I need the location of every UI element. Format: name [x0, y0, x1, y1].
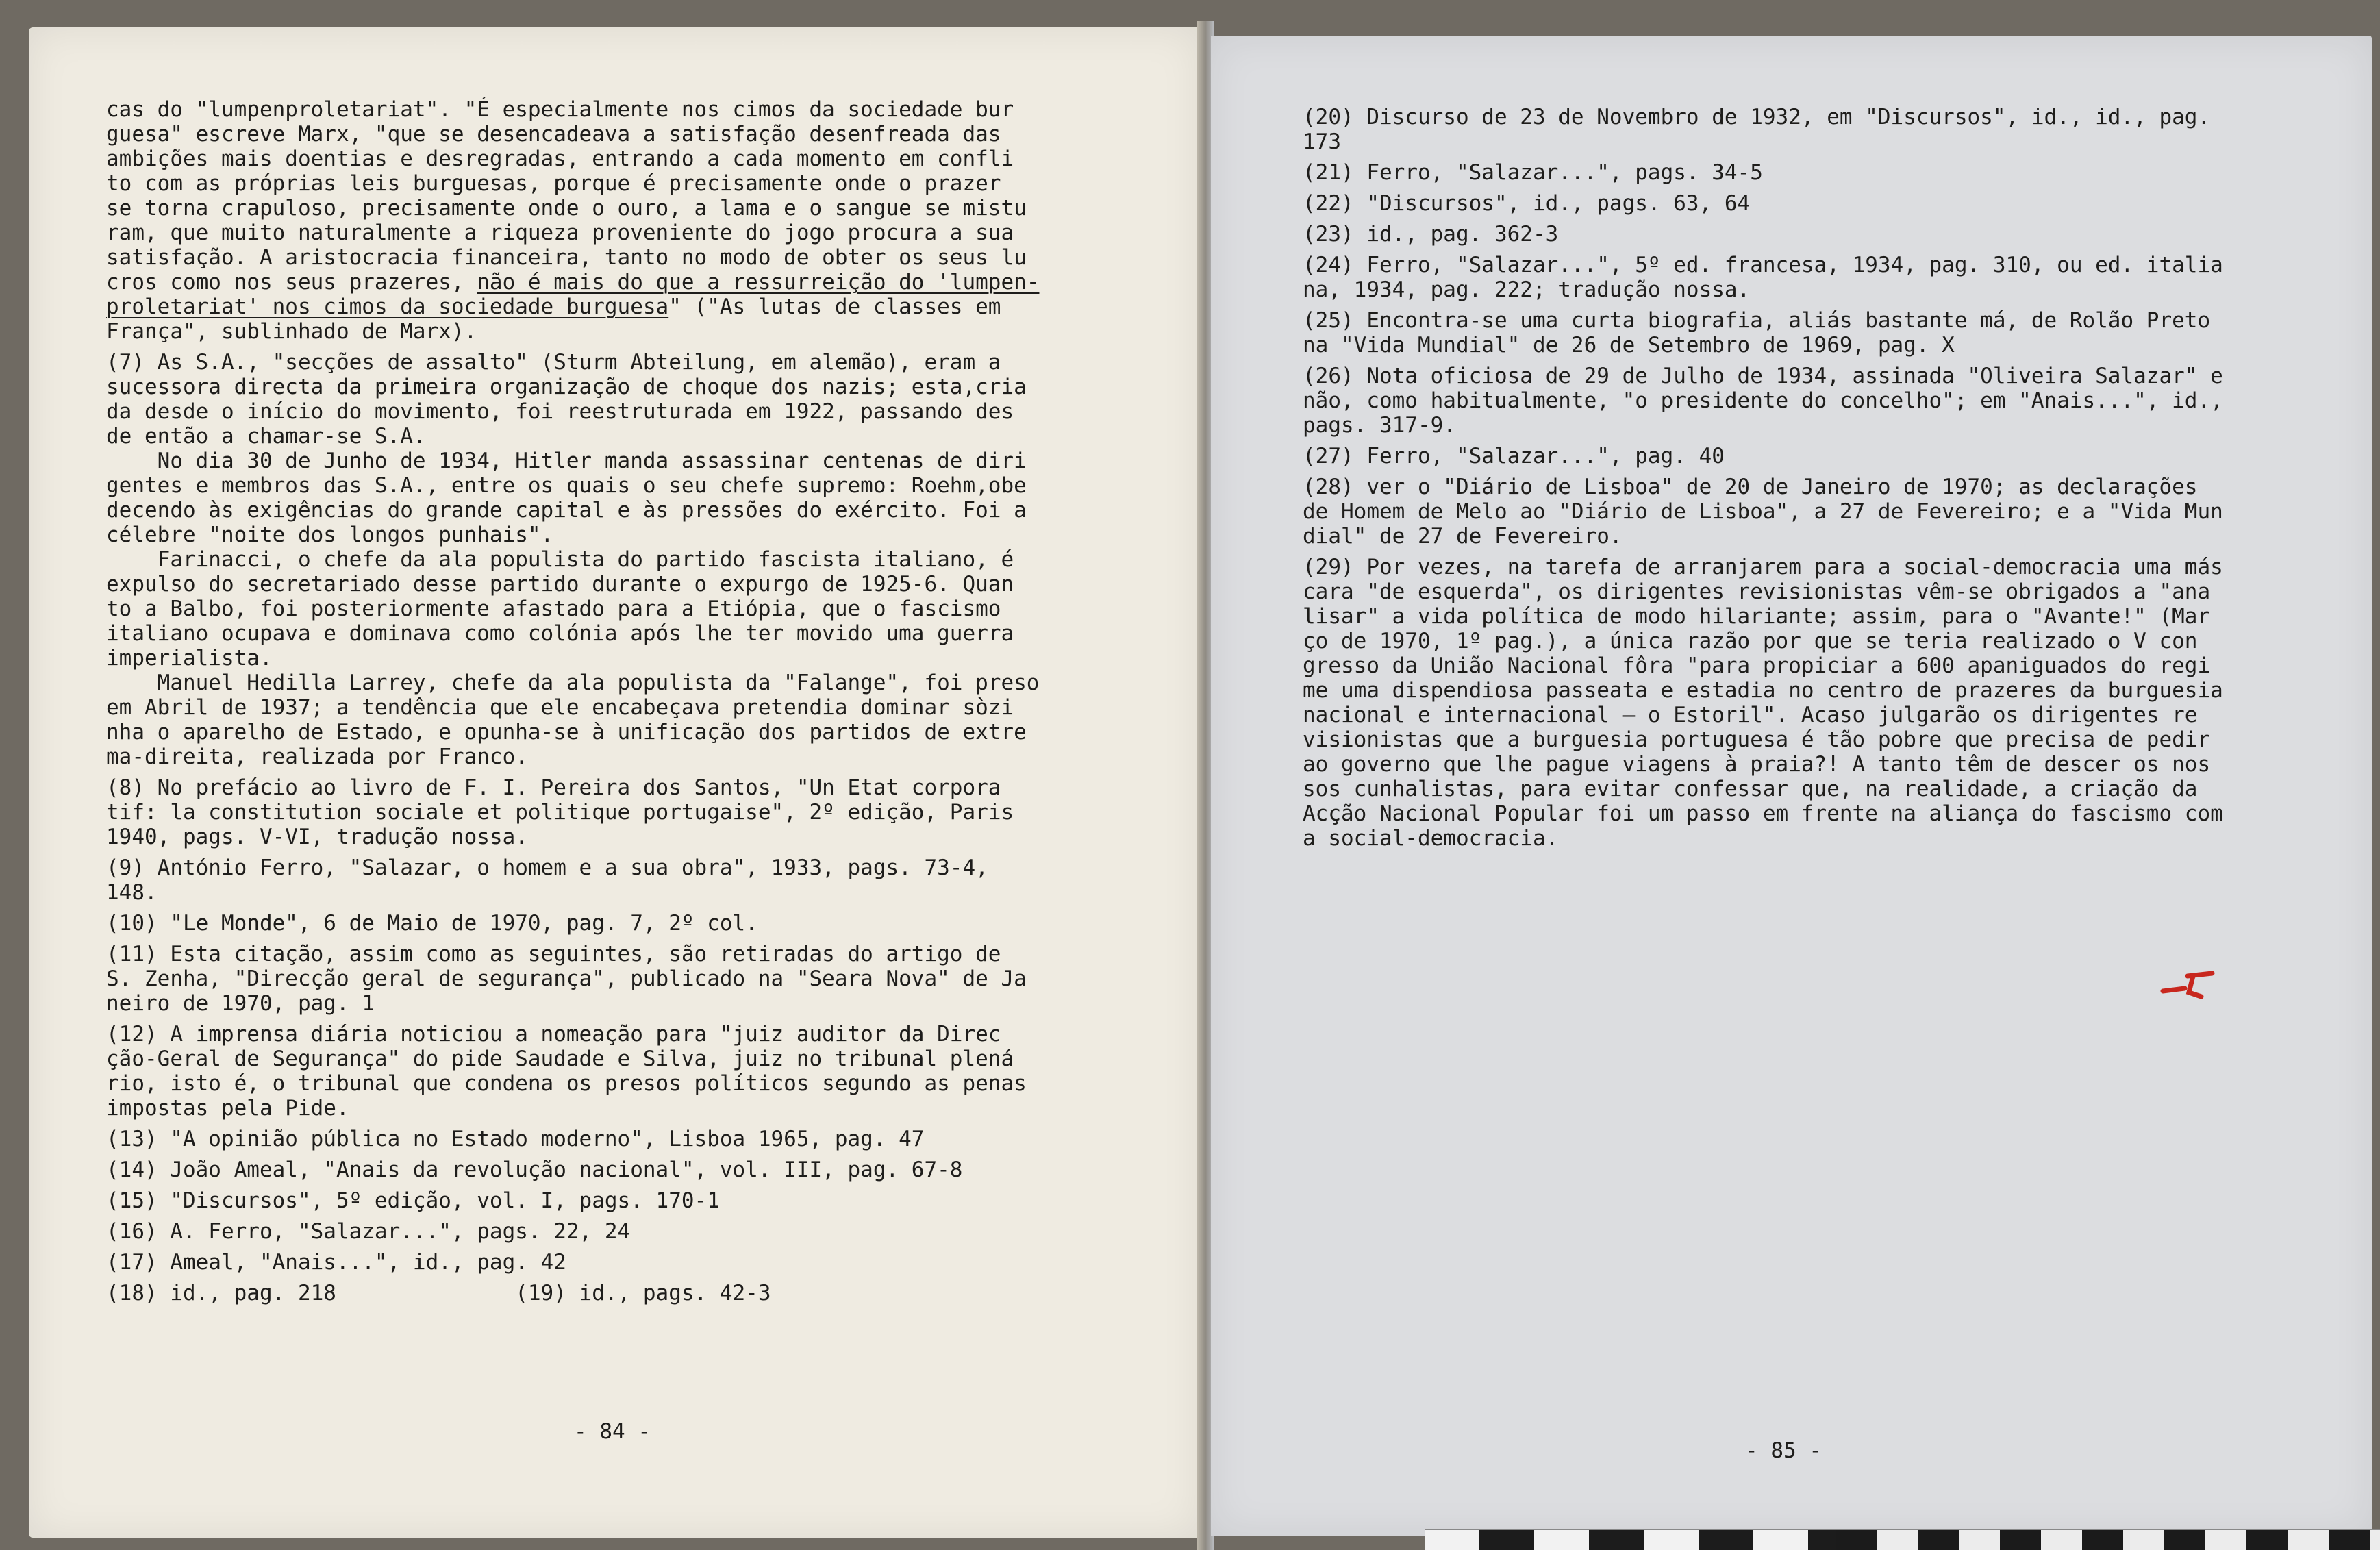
text-line — [1303, 801, 2223, 826]
line-text: (21) Ferro, "Salazar...", pags. 34-5 — [1303, 160, 1763, 185]
text-line — [106, 270, 1039, 295]
right-page-text — [1303, 105, 2223, 851]
text-line — [1303, 277, 2223, 302]
text-line — [106, 1250, 1039, 1275]
line-text: na, 1934, pag. 222; tradução nossa. — [1303, 277, 1751, 302]
line-text: to com as próprias leis burguesas, porque é precisamente onde o prazer — [106, 171, 1001, 196]
line-text: cara "de esquerda", os dirigentes revisionistas vêm-se obrigados a "ana — [1303, 579, 2211, 604]
underlined-text: não é mais do que a ressurreição do 'lumpen- — [477, 270, 1040, 295]
line-text: (9) António Ferro, "Salazar, o homem e a sua obra", 1933, pags. 73-4, — [106, 855, 988, 880]
text-line — [1303, 160, 2223, 185]
line-text: (25) Encontra-se uma curta biografia, aliás bastante má, de Rolão Preto — [1303, 308, 2211, 333]
line-text: (13) "A opinião pública no Estado moderno", Lisboa 1965, pag. 47 — [106, 1127, 925, 1151]
text-line — [1303, 629, 2223, 653]
line-text: França", sublinhado de Marx). — [106, 319, 477, 344]
line-text: (29) Por vezes, na tarefa de arranjarem para a social-democracia uma más — [1303, 555, 2223, 579]
text-line — [106, 196, 1039, 221]
line-text: (10) "Le Monde", 6 de Maio de 1970, pag. 7, 2º col. — [106, 911, 758, 936]
text-line — [1303, 678, 2223, 703]
line-text: (26) Nota oficiosa de 29 de Julho de 1934, assinada "Oliveira Salazar" e — [1303, 364, 2223, 388]
line-text: não, como habitualmente, "o presidente do concelho"; em "Anais...", id., — [1303, 388, 2223, 413]
line-text: ço de 1970, 1º pag.), a única razão por que se teria realizado o V con — [1303, 629, 2198, 653]
line-text: (24) Ferro, "Salazar...", 5º ed. francesa, 1934, pag. 310, ou ed. italia — [1303, 253, 2223, 277]
text-line — [1303, 524, 2223, 549]
text-line — [1303, 129, 2223, 154]
line-text: expulso do secretariado desse partido durante o expurgo de 1925-6. Quan — [106, 572, 1014, 597]
paragraph-gap — [106, 769, 1039, 775]
text-line — [1303, 703, 2223, 727]
line-text: ção-Geral de Segurança" do pide Saudade e Silva, juiz no tribunal plená — [106, 1047, 1014, 1071]
line-text: (7) As S.A., "secções de assalto" (Sturm Abteilung, em alemão), eram a — [106, 350, 1001, 375]
text-line — [106, 1281, 1039, 1305]
line-text: se torna crapuloso, precisamente onde o ouro, a lama e o sangue se mistu — [106, 196, 1027, 221]
line-text: rio, isto é, o tribunal que condena os presos políticos segundo as penas — [106, 1071, 1027, 1096]
text-line — [106, 498, 1039, 523]
text-line — [1303, 333, 2223, 358]
text-line — [106, 720, 1039, 745]
line-text: gentes e membros das S.A., entre os quais o seu chefe supremo: Roehm,obe — [106, 473, 1027, 498]
line-text: (14) João Ameal, "Anais da revolução nacional", vol. III, pag. 67-8 — [106, 1158, 963, 1182]
line-text: S. Zenha, "Direcção geral de segurança", publicado na "Seara Nova" de Ja — [106, 966, 1027, 991]
paragraph-gap — [1303, 438, 2223, 444]
line-text: sos cunhalistas, para evitar confessar que, na realidade, a criação da — [1303, 777, 2198, 801]
line-text: ma-direita, realizada por Franco. — [106, 745, 528, 769]
paragraph-gap — [106, 1213, 1039, 1219]
underlined-text: proletariat' nos cimos da sociedade burguesa — [106, 295, 669, 319]
line-text: de Homem de Melo ao "Diário de Lisboa", a 27 de Fevereiro; e a "Vida Mun — [1303, 499, 2223, 524]
text-line — [106, 97, 1039, 122]
red-pencil-mark-icon — [2157, 962, 2219, 1003]
line-text: (11) Esta citação, assim como as seguintes, são retiradas do artigo de — [106, 942, 1001, 966]
paragraph-gap — [106, 1121, 1039, 1127]
text-line — [106, 1158, 1039, 1182]
paragraph-gap — [1303, 358, 2223, 364]
paragraph-gap — [1303, 302, 2223, 308]
line-text: Acção Nacional Popular foi um passo em frente na aliança do fascismo com — [1303, 801, 2223, 826]
paragraph-gap — [1303, 247, 2223, 253]
text-line — [106, 621, 1039, 646]
text-line — [1303, 777, 2223, 801]
text-line — [106, 473, 1039, 498]
text-line — [1303, 413, 2223, 438]
text-line — [1303, 191, 2223, 216]
text-line — [106, 245, 1039, 270]
text-line — [106, 775, 1039, 800]
line-text: (16) A. Ferro, "Salazar...", pags. 22, 24 — [106, 1219, 631, 1244]
text-line — [106, 375, 1039, 399]
line-text: pags. 317-9. — [1303, 413, 1456, 438]
line-text: Farinacci, o chefe da ala populista do partido fascista italiano, é — [106, 547, 1014, 572]
text-line — [1303, 444, 2223, 468]
text-line — [1303, 555, 2223, 579]
line-text: satisfação. A aristocracia financeira, tanto no modo de obter os seus lu — [106, 245, 1027, 270]
line-text: 1940, pags. V-VI, tradução nossa. — [106, 825, 528, 849]
line-text: cas do "lumpenproletariat". "É especialmente nos cimos da sociedade bur — [106, 97, 1014, 122]
text-line — [106, 399, 1039, 424]
paragraph-gap — [106, 1182, 1039, 1188]
text-line — [106, 1219, 1039, 1244]
left-page-text — [106, 97, 1039, 1305]
line-text: to a Balbo, foi posteriormente afastado para a Etiópia, que o fascismo — [106, 597, 1001, 621]
text-line — [106, 911, 1039, 936]
line-text: imperialista. — [106, 646, 273, 671]
paragraph-gap — [106, 1275, 1039, 1281]
paragraph-gap — [1303, 185, 2223, 191]
text-line — [1303, 105, 2223, 129]
text-line — [1303, 308, 2223, 333]
text-line — [106, 942, 1039, 966]
line-text: ao governo que lhe pague viagens à praia?! A tanto têm de descer os nos — [1303, 752, 2211, 777]
line-text: lisar" a vida política de modo hilariante; assim, para o "Avante!" (Mar — [1303, 604, 2211, 629]
text-line — [106, 825, 1039, 849]
line-text: da desde o início do movimento, foi reestruturada em 1922, passando des — [106, 399, 1014, 424]
text-line — [106, 572, 1039, 597]
line-text: (8) No prefácio ao livro de F. I. Pereira dos Santos, "Un Etat corpora — [106, 775, 1001, 800]
line-text: ambições mais doentias e desregradas, entrando a cada momento em confli — [106, 147, 1014, 171]
line-text: (27) Ferro, "Salazar...", pag. 40 — [1303, 444, 1725, 468]
line-text: 173 — [1303, 129, 1341, 154]
line-text: cros como nos seus prazeres, — [106, 270, 477, 295]
paragraph-gap — [106, 936, 1039, 942]
text-line — [1303, 388, 2223, 413]
line-text: nha o aparelho de Estado, e opunha-se à unificação dos partidos de extre — [106, 720, 1027, 745]
text-line — [106, 597, 1039, 621]
line-text: 148. — [106, 880, 158, 905]
line-text: (18) id., pag. 218 (19) id., pags. 42-3 — [106, 1281, 771, 1305]
text-line — [106, 122, 1039, 147]
paragraph-gap — [1303, 154, 2223, 160]
text-line — [1303, 222, 2223, 247]
text-line — [106, 880, 1039, 905]
line-text: guesa" escreve Marx, "que se desencadeava a satisfação desenfreada das — [106, 122, 1001, 147]
line-text: ram, que muito naturalmente a riqueza proveniente do jogo procura a sua — [106, 221, 1014, 245]
line-text: célebre "noite dos longos punhais". — [106, 523, 554, 547]
text-line — [106, 800, 1039, 825]
text-line — [106, 1047, 1039, 1071]
text-line — [1303, 253, 2223, 277]
text-line — [106, 171, 1039, 196]
text-line — [106, 646, 1039, 671]
text-line — [106, 523, 1039, 547]
text-line — [106, 695, 1039, 720]
paragraph-gap — [106, 849, 1039, 855]
line-text: (22) "Discursos", id., pags. 63, 64 — [1303, 191, 1751, 216]
line-text: (12) A imprensa diária noticiou a nomeação para "juiz auditor da Direc — [106, 1022, 1001, 1047]
text-line — [106, 671, 1039, 695]
text-line — [1303, 752, 2223, 777]
text-line — [1303, 579, 2223, 604]
line-text: " ("As lutas de classes em — [668, 295, 1001, 319]
paragraph-gap — [106, 905, 1039, 911]
text-line — [106, 147, 1039, 171]
line-text: (15) "Discursos", 5º edição, vol. I, pags. 170-1 — [106, 1188, 720, 1213]
text-line — [1303, 826, 2223, 851]
text-line — [106, 221, 1039, 245]
left-page-number: - 84 - — [574, 1419, 651, 1444]
text-line — [106, 991, 1039, 1016]
text-line — [106, 547, 1039, 572]
scale-ruler-segment — [1836, 1529, 2380, 1550]
text-line — [106, 319, 1039, 344]
line-text: de então a chamar-se S.A. — [106, 424, 426, 449]
text-line — [1303, 727, 2223, 752]
text-line — [1303, 364, 2223, 388]
text-line — [106, 966, 1039, 991]
line-text: No dia 30 de Junho de 1934, Hitler manda assassinar centenas de diri — [106, 449, 1027, 473]
scale-ruler — [1425, 1529, 1863, 1550]
line-text: na "Vida Mundial" de 26 de Setembro de 1969, pag. X — [1303, 333, 1955, 358]
line-text: dial" de 27 de Fevereiro. — [1303, 524, 1623, 549]
right-page-number: - 85 - — [1745, 1438, 1822, 1463]
text-line — [106, 1022, 1039, 1047]
text-line — [106, 1071, 1039, 1096]
line-text: (17) Ameal, "Anais...", id., pag. 42 — [106, 1250, 566, 1275]
line-text: tif: la constitution sociale et politique portugaise", 2º edição, Paris — [106, 800, 1014, 825]
line-text: impostas pela Pide. — [106, 1096, 349, 1121]
paragraph-gap — [106, 1016, 1039, 1022]
text-line — [106, 1188, 1039, 1213]
text-line — [1303, 604, 2223, 629]
text-line — [106, 424, 1039, 449]
line-text: visionistas que a burguesia portuguesa é tão pobre que precisa de pedir — [1303, 727, 2211, 752]
text-line — [106, 295, 1039, 319]
text-line — [1303, 653, 2223, 678]
text-line — [106, 855, 1039, 880]
paragraph-gap — [1303, 468, 2223, 475]
text-line — [1303, 475, 2223, 499]
line-text: italiano ocupava e dominava como colónia após lhe ter movido uma guerra — [106, 621, 1014, 646]
text-line — [106, 745, 1039, 769]
line-text: (20) Discurso de 23 de Novembro de 1932, em "Discursos", id., id., pag. — [1303, 105, 2211, 129]
line-text: sucessora directa da primeira organização de choque dos nazis; esta,cria — [106, 375, 1027, 399]
text-line — [106, 1096, 1039, 1121]
line-text: (28) ver o "Diário de Lisboa" de 20 de Janeiro de 1970; as declarações — [1303, 475, 2198, 499]
text-line — [106, 350, 1039, 375]
paragraph-gap — [1303, 549, 2223, 555]
line-text: (23) id., pag. 362-3 — [1303, 222, 1559, 247]
paragraph-gap — [106, 1151, 1039, 1158]
paragraph-gap — [106, 344, 1039, 350]
paragraph-gap — [1303, 216, 2223, 222]
line-text: gresso da União Nacional fôra "para propiciar a 600 apaniguados do regi — [1303, 653, 2211, 678]
line-text: decendo às exigências do grande capital e às pressões do exército. Foi a — [106, 498, 1027, 523]
line-text: a social-democracia. — [1303, 826, 1559, 851]
line-text: em Abril de 1937; a tendência que ele encabeçava pretendia dominar sòzi — [106, 695, 1014, 720]
text-line — [1303, 499, 2223, 524]
line-text: me uma dispendiosa passeata e estadia no centro de prazeres da burguesia — [1303, 678, 2223, 703]
paragraph-gap — [106, 1244, 1039, 1250]
line-text: neiro de 1970, pag. 1 — [106, 991, 375, 1016]
text-line — [106, 449, 1039, 473]
line-text: Manuel Hedilla Larrey, chefe da ala populista da "Falange", foi preso — [106, 671, 1040, 695]
text-line — [106, 1127, 1039, 1151]
line-text: nacional e internacional — o Estoril". Acaso julgarão os dirigentes re — [1303, 703, 2198, 727]
